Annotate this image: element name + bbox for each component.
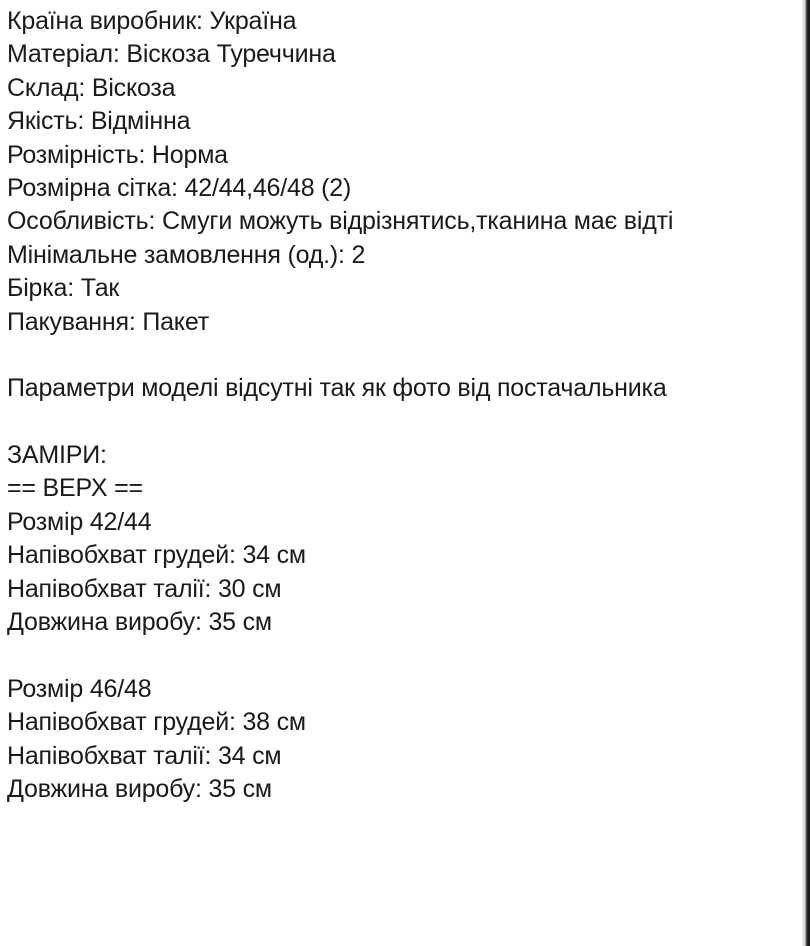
packaging-line: Пакування: Пакет: [7, 307, 209, 336]
tag-line: Бірка: Так: [7, 274, 120, 303]
sizing-line: Розмірність: Норма: [7, 140, 228, 169]
measurements-title: ЗАМІРИ:: [7, 441, 107, 470]
feature-line: Особливість: Смуги можуть відрізнятись,тканина має відті: [7, 207, 674, 236]
size-grid-line: Розмірна сітка: 42/44,46/48 (2): [7, 173, 352, 202]
quality-line: Якість: Відмінна: [7, 107, 191, 136]
bust-measurement: Напівобхват грудей: 34 см: [7, 541, 306, 570]
blank-line: [7, 339, 802, 372]
minimum-order-line: Мінімальне замовлення (од.): 2: [7, 240, 366, 269]
length-measurement: Довжина виробу: 35 см: [7, 608, 272, 637]
waist-measurement: Напівобхват талії: 34 см: [7, 741, 282, 770]
blank-line: [7, 639, 802, 672]
model-parameters-note: Параметри моделі відсутні так як фото від постачальника: [7, 374, 667, 403]
length-measurement: Довжина виробу: 35 см: [7, 774, 272, 803]
size-heading: Розмір 42/44: [7, 507, 152, 536]
bust-measurement: Напівобхват грудей: 38 см: [7, 708, 306, 737]
blank-line: [7, 406, 802, 439]
top-section-heading: == ВЕРХ ==: [7, 474, 143, 503]
product-description-document: [7, 5, 802, 806]
country-of-origin-line: Країна виробник: Україна: [7, 7, 297, 35]
size-heading: Розмір 46/48: [7, 674, 152, 703]
composition-line: Склад: Віскоза: [7, 73, 176, 102]
material-line: Матеріал: Віскоза Туреччина: [7, 40, 336, 69]
waist-measurement: Напівобхват талії: 30 см: [7, 574, 282, 603]
window-edge: [802, 0, 810, 946]
